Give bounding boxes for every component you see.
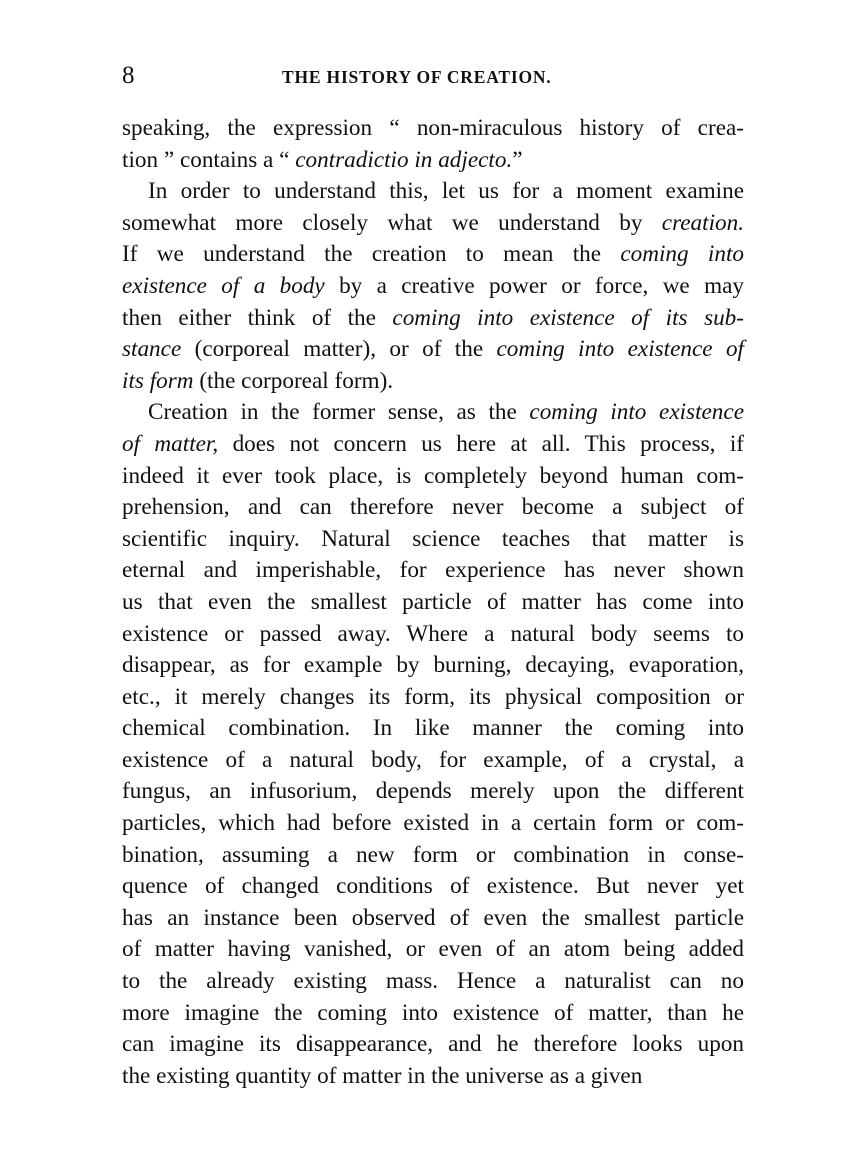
paragraph <box>122 176 744 397</box>
text-run: eternal and imperishable, for experience has never shown <box>122 557 744 584</box>
text-line <box>122 713 744 745</box>
italic-text: creation. <box>661 209 744 236</box>
text-run: then either think of the <box>122 304 393 331</box>
text-line <box>122 966 744 998</box>
italic-text: contradictio in adjecto. <box>295 146 513 173</box>
text-line <box>122 840 744 872</box>
text-run: quence of changed conditions of existence. But never yet <box>122 873 744 900</box>
text-line <box>122 397 744 429</box>
text-run: Creation in the former sense, as the <box>148 399 530 426</box>
paragraph <box>122 397 744 1092</box>
text-line <box>122 208 744 240</box>
text-run: prehension, and can therefore never become a subject of <box>122 494 744 521</box>
text-run: etc., it merely changes its form, its physical composition or <box>122 683 744 710</box>
text-line <box>122 303 744 335</box>
italic-text: coming into <box>620 241 744 268</box>
text-line <box>122 650 744 682</box>
text-run: fungus, an infusorium, depends merely upon the different <box>122 778 744 805</box>
text-line <box>122 903 744 935</box>
text-line <box>122 587 744 619</box>
text-line <box>122 555 744 587</box>
text-run: ” <box>512 146 523 173</box>
text-line <box>122 145 744 177</box>
text-line <box>122 334 744 366</box>
running-title: THE HISTORY OF CREATION. <box>282 67 552 87</box>
body-text <box>122 113 744 1092</box>
text-line <box>122 1061 744 1093</box>
text-run: to the already existing mass. Hence a naturalist can no <box>122 968 744 995</box>
text-run: by a creative power or force, we may <box>324 272 744 299</box>
text-line <box>122 1029 744 1061</box>
paragraph <box>122 113 744 176</box>
text-run: (the corporeal form). <box>193 367 394 394</box>
text-run: speaking, the expression “ non-miraculous history of crea- <box>122 115 744 141</box>
text-run: If we understand the creation to mean the <box>122 241 621 268</box>
italic-text: coming into existence of its sub- <box>392 304 744 331</box>
text-run: bination, assuming a new form or combination in conse- <box>122 841 744 868</box>
text-line <box>122 113 744 145</box>
text-line <box>122 998 744 1030</box>
text-line <box>122 682 744 714</box>
text-run: does not concern us here at all. This process, if <box>218 430 744 457</box>
italic-text: its form <box>122 367 194 394</box>
text-run: existence of a natural body, for example, of a crystal, a <box>122 746 744 773</box>
text-run: somewhat more closely what we understand by <box>122 209 662 236</box>
running-head <box>122 60 744 92</box>
text-line <box>122 239 744 271</box>
italic-text: coming into existence <box>529 399 744 426</box>
text-run: the existing quantity of matter in the universe as a given <box>122 1062 643 1089</box>
text-line <box>122 619 744 651</box>
text-line <box>122 871 744 903</box>
text-line <box>122 745 744 777</box>
italic-text: existence of a body <box>122 272 325 299</box>
text-run: of matter having vanished, or even of an atom being added <box>122 936 744 963</box>
text-run: particles, which had before existed in a certain form or com- <box>122 810 744 837</box>
text-run: indeed it ever took place, is completely beyond human com- <box>122 462 744 489</box>
text-run: tion ” contains a “ <box>122 146 296 173</box>
text-line <box>122 492 744 524</box>
text-run: us that even the smallest particle of matter has come into <box>122 588 744 615</box>
text-line <box>122 271 744 303</box>
text-run: existence or passed away. Where a natural body seems to <box>122 620 744 647</box>
text-run: more imagine the coming into existence of matter, than he <box>122 999 744 1026</box>
page-number: 8 <box>122 62 135 89</box>
text-run: can imagine its disappearance, and he therefore looks upon <box>122 1031 744 1058</box>
text-line <box>122 429 744 461</box>
text-line <box>122 808 744 840</box>
italic-text: stance <box>122 336 182 363</box>
text-run: disappear, as for example by burning, decaying, evaporation, <box>122 652 744 679</box>
text-line <box>122 934 744 966</box>
text-run: (corporeal matter), or of the <box>181 336 497 363</box>
text-line <box>122 366 744 398</box>
italic-text: of matter, <box>122 430 219 457</box>
text-run: has an instance been observed of even the smallest particle <box>122 904 744 931</box>
text-run: In order to understand this, let us for a moment examine <box>148 178 744 205</box>
text-line <box>122 176 744 208</box>
italic-text: coming into existence of <box>496 336 744 363</box>
text-line <box>122 524 744 556</box>
text-run: chemical combination. In like manner the coming into <box>122 715 744 742</box>
text-run: scientific inquiry. Natural science teaches that matter is <box>122 525 744 552</box>
text-line <box>122 776 744 808</box>
text-line <box>122 461 744 493</box>
